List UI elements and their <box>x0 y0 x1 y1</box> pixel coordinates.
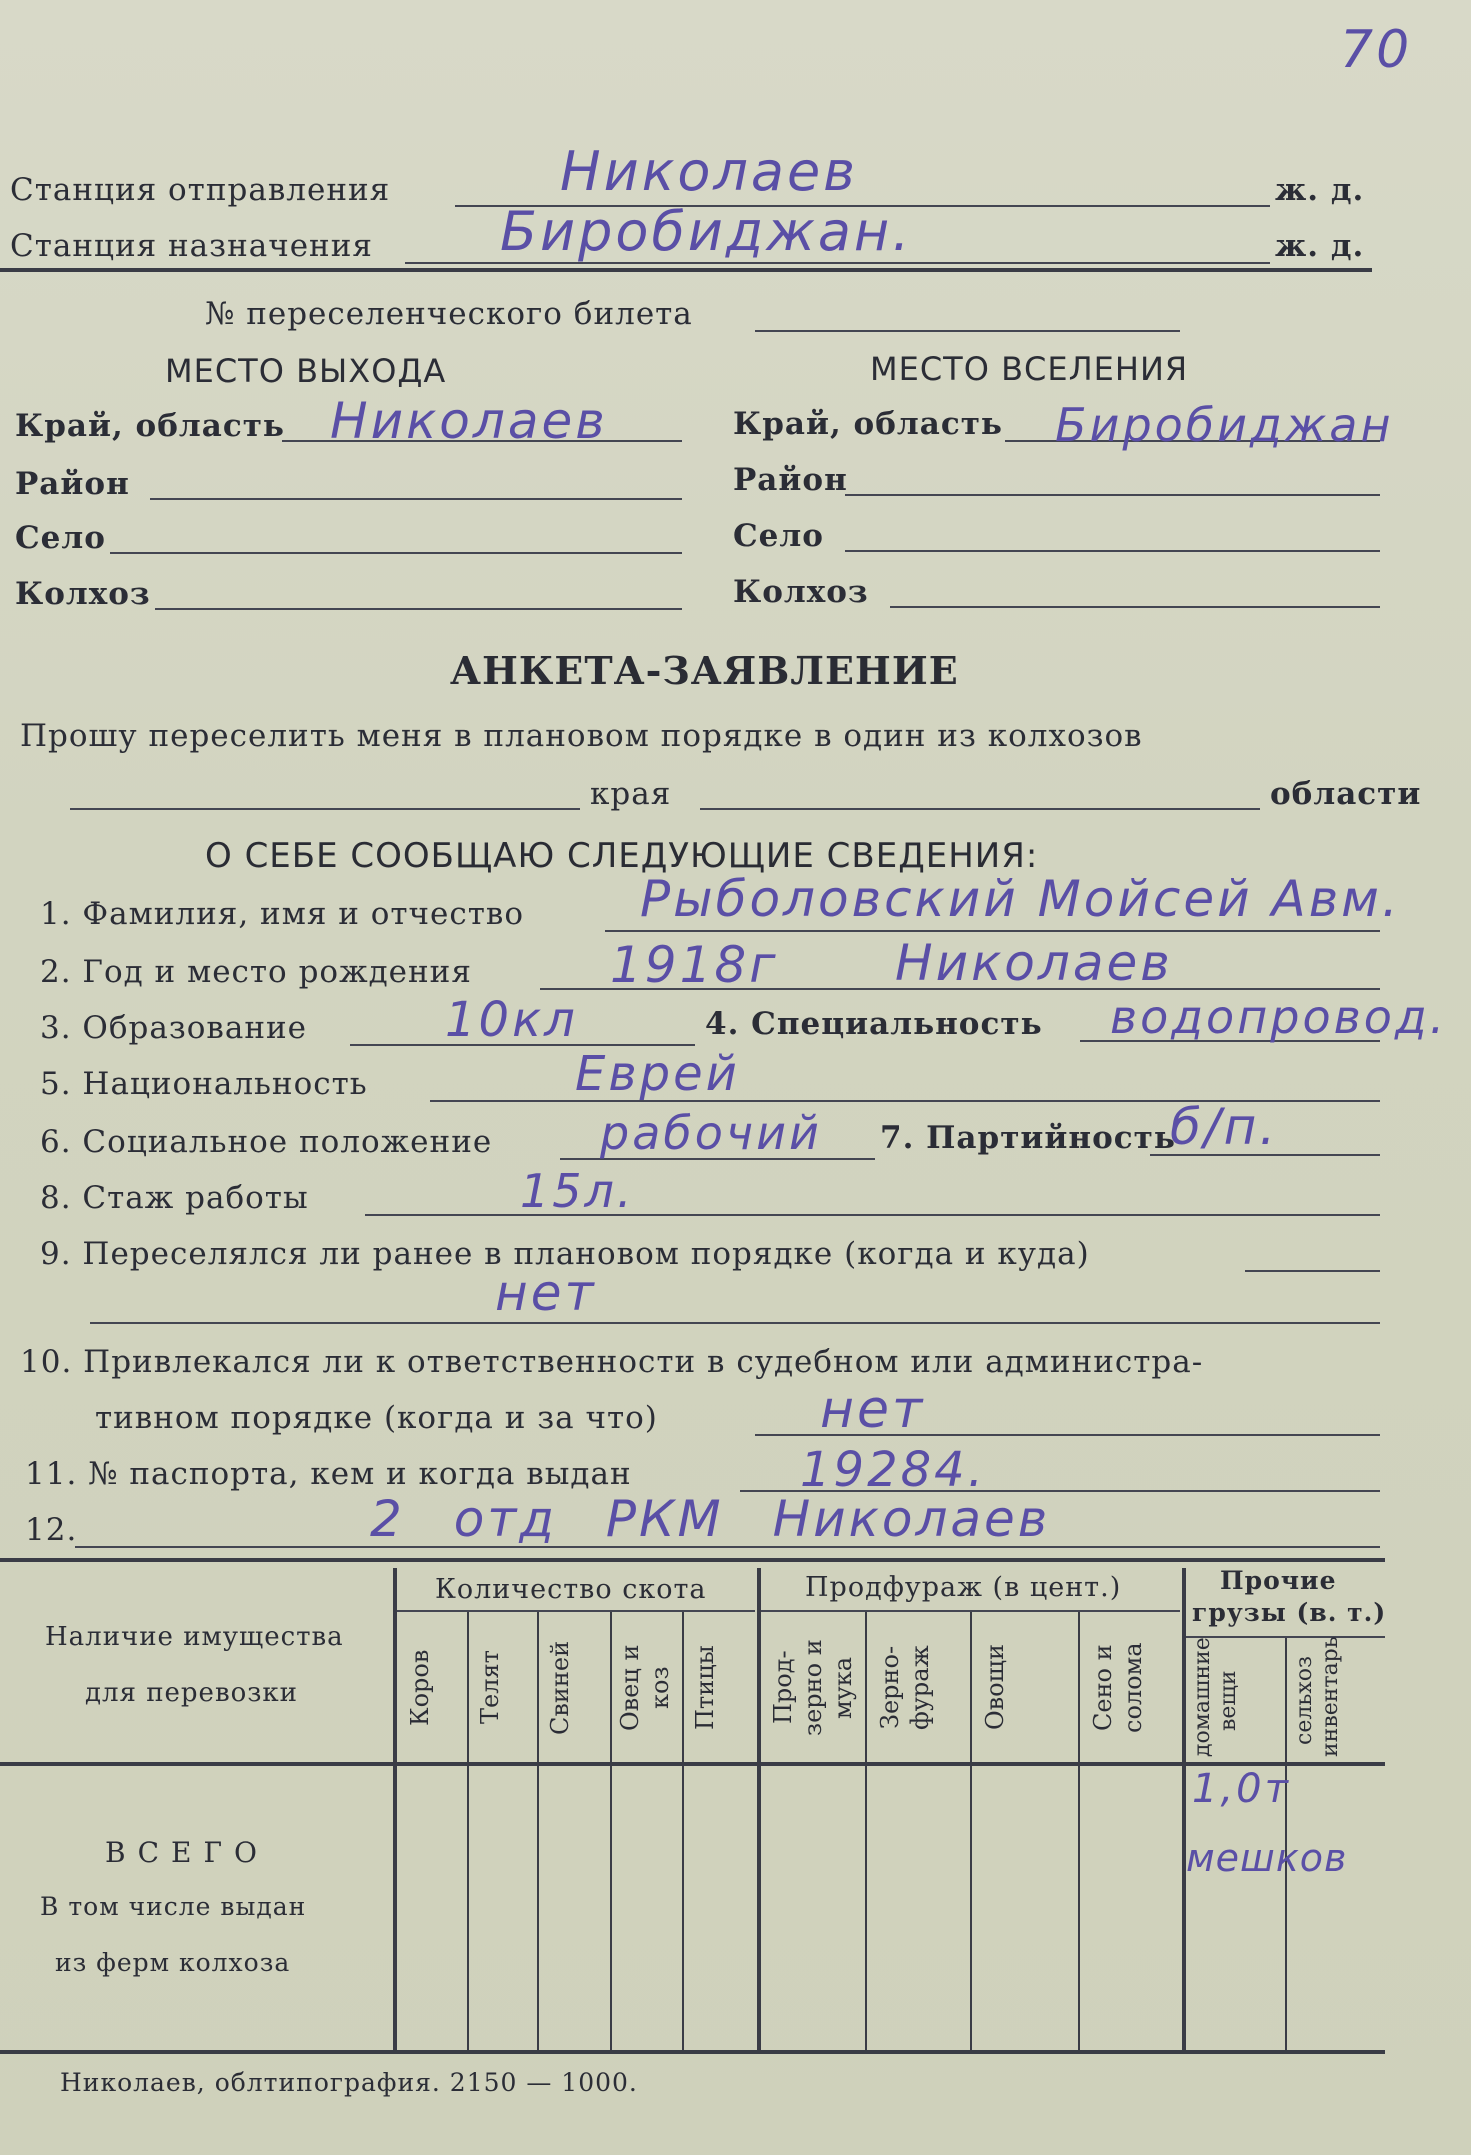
station-destination-suffix: ж. д. <box>1275 228 1365 264</box>
field-5-value: Еврей <box>575 1046 740 1102</box>
station-destination-label: Станция назначения <box>10 228 373 264</box>
field-7-label: 7. Партийность <box>880 1120 1176 1156</box>
destination-raion-label: Район <box>733 462 848 498</box>
field-4-value: водопровод. <box>1110 990 1448 1044</box>
footer-imprint: Николаев, облтипография. 2150 — 1000. <box>60 2068 638 2097</box>
field-3-label: 3. Образование <box>40 1010 308 1046</box>
col-vegetables: Овощи <box>981 1644 1009 1731</box>
field-10-label-1: 10. Привлекался ли к ответственности в судебном или администра- <box>20 1344 1204 1380</box>
ticket-number-line <box>755 330 1180 332</box>
table-row-header-1: Наличие имущества <box>45 1622 344 1652</box>
request-oblasti: области <box>1270 776 1422 812</box>
field-6-label: 6. Социальное положение <box>40 1124 493 1160</box>
field-11-label: 11. № паспорта, кем и когда выдан <box>25 1456 632 1492</box>
field-12-value: 2 отд РКМ Николаев <box>370 1490 1051 1548</box>
table-group-other-2: грузы (в. т.) <box>1192 1598 1387 1627</box>
origin-selo-label: Село <box>15 520 106 556</box>
destination-heading: МЕСТО ВСЕЛЕНИЯ <box>870 350 1189 388</box>
field-9-label: 9. Переселялся ли ранее в плановом порядке (когда и куда) <box>40 1236 1090 1272</box>
origin-heading: МЕСТО ВЫХОДА <box>165 352 447 390</box>
table-incl-label-2: из ферм колхоза <box>55 1948 291 1977</box>
field-5-label: 5. Национальность <box>40 1066 368 1102</box>
request-line-1: Прошу переселить меня в плановом порядке в один из колхозов <box>20 718 1143 754</box>
table-vline-6 <box>865 1612 867 2052</box>
station-destination-value: Биробиджан. <box>500 200 913 263</box>
origin-kolkhoz-label: Колхоз <box>15 576 151 612</box>
household-unit-value: мешков <box>1186 1836 1348 1880</box>
field-8-line <box>365 1214 1380 1216</box>
table-top-border <box>0 1558 1385 1562</box>
field-9-line <box>90 1322 1380 1324</box>
col-calves: Телят <box>476 1650 504 1725</box>
field-7-value: б/п. <box>1170 1098 1279 1156</box>
table-vline-1 <box>467 1612 469 2052</box>
table-group-fodder: Продфураж (в цент.) <box>805 1572 1122 1603</box>
station-departure-label: Станция отправления <box>10 172 391 208</box>
field-8-label: 8. Стаж работы <box>40 1180 309 1216</box>
field-1-value: Рыболовский Мойсей Авм. <box>640 870 1401 928</box>
origin-krai-value: Николаев <box>330 392 608 450</box>
table-row-header-2: для перевозки <box>85 1678 298 1708</box>
table-bottom-border <box>0 2050 1385 2054</box>
field-8-value: 15л. <box>520 1164 635 1218</box>
table-vline-0 <box>393 1568 397 2052</box>
page-number: 70 <box>1340 20 1413 80</box>
table-group-other-1: Прочие <box>1220 1566 1337 1595</box>
form-title: АНКЕТА-ЗАЯВЛЕНИЕ <box>450 648 959 693</box>
request-kraya-line <box>70 808 580 810</box>
field-4-label: 4. Специальность <box>705 1006 1043 1042</box>
origin-selo-line <box>110 552 682 554</box>
col-farm-inventory: сельхоз инвентарь <box>1292 1636 1343 1757</box>
origin-raion-label: Район <box>15 466 130 502</box>
table-vline-4 <box>682 1612 684 2052</box>
field-3-value: 10кл <box>445 992 578 1048</box>
field-12-label: 12. <box>25 1512 78 1548</box>
field-9-value: нет <box>495 1264 597 1322</box>
origin-raion-line <box>150 498 682 500</box>
table-vline-7 <box>970 1612 972 2052</box>
header-divider <box>0 268 1372 272</box>
station-departure-suffix: ж. д. <box>1275 172 1365 208</box>
field-10-value: нет <box>820 1380 926 1440</box>
station-departure-value: Николаев <box>560 140 859 203</box>
origin-kolkhoz-line <box>155 608 682 610</box>
table-group-cattle: Количество скота <box>435 1574 707 1605</box>
household-total-value: 1,0т <box>1192 1766 1291 1812</box>
destination-selo-label: Село <box>733 518 824 554</box>
info-heading: О СЕБЕ СООБЩАЮ СЛЕДУЮЩИЕ СВЕДЕНИЯ: <box>205 836 1039 876</box>
field-10-label-2: тивном порядке (когда и за что) <box>95 1400 658 1436</box>
table-vline-3 <box>610 1612 612 2052</box>
destination-selo-line <box>845 550 1380 552</box>
field-1-line <box>605 930 1380 932</box>
col-grain-flour: Прод-зерно и мука <box>769 1639 857 1736</box>
field-2-year: 1918г <box>610 936 779 994</box>
request-kraya: края <box>590 776 672 812</box>
col-sheep-goats: Овец и коз <box>616 1644 674 1731</box>
col-poultry: Птицы <box>691 1645 719 1730</box>
col-pigs: Свиней <box>546 1640 574 1735</box>
table-incl-label-1: В том числе выдан <box>40 1892 307 1921</box>
table-vline-5 <box>757 1568 761 2052</box>
field-9-line-end <box>1245 1270 1380 1272</box>
field-2-label: 2. Год и место рождения <box>40 954 472 990</box>
col-household: домашние вещи <box>1190 1637 1241 1757</box>
cattle-group-line <box>395 1610 755 1612</box>
table-vline-9 <box>1182 1568 1186 2052</box>
table-vline-2 <box>537 1612 539 2052</box>
table-total-label: ВСЕГО <box>105 1836 269 1869</box>
destination-kolkhoz-line <box>890 606 1380 608</box>
col-hay-straw: Сено и солома <box>1089 1642 1147 1733</box>
table-header-border <box>0 1762 1385 1766</box>
destination-krai-label: Край, область <box>733 406 1003 442</box>
field-6-value: рабочий <box>600 1106 822 1160</box>
destination-krai-value: Биробиджан <box>1055 398 1394 452</box>
request-oblasti-line <box>700 808 1260 810</box>
destination-kolkhoz-label: Колхоз <box>733 574 869 610</box>
col-cows: Коров <box>406 1649 434 1726</box>
field-1-label: 1. Фамилия, имя и отчество <box>40 896 525 932</box>
destination-raion-line <box>845 494 1380 496</box>
origin-krai-label: Край, область <box>15 408 285 444</box>
col-grain-fodder: Зерно-фураж <box>876 1645 934 1730</box>
table-vline-8 <box>1078 1612 1080 2052</box>
field-2-place: Николаев <box>895 934 1173 992</box>
ticket-number-label: № переселенческого билета <box>205 296 693 332</box>
field-11-value: 19284. <box>800 1442 986 1498</box>
